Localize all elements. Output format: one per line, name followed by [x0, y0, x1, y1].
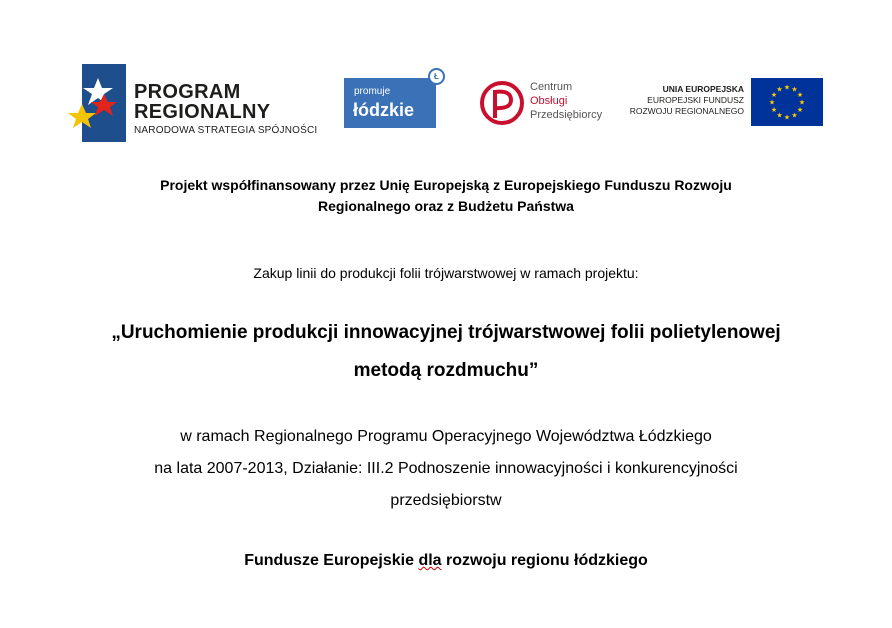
unia-europejska-text: UNIA EUROPEJSKA EUROPEJSKI FUNDUSZ ROZWOJU REGIONALNEGO — [629, 84, 744, 116]
eu-star-icon: ★ — [770, 107, 778, 114]
lodzkie-text: łódzkie — [353, 100, 415, 120]
promuje-lodzkie-box — [344, 78, 436, 128]
eu-star-icon: ★ — [796, 92, 804, 99]
eu-star-icon: ★ — [776, 112, 783, 120]
footer-slogan: Fundusze Europejskie dla rozwoju regionu łódzkiego — [244, 552, 648, 569]
logo-bar — [0, 0, 892, 150]
centrum-obslugi-logo — [478, 78, 608, 130]
program-regionalny-subtitle: NARODOWA STRATEGIA SPÓJNOŚCI — [134, 125, 318, 136]
eu-star-icon: ★ — [768, 99, 776, 107]
eu-flag-icon — [751, 78, 823, 126]
eu-star-icon: ★ — [770, 92, 778, 99]
eu-star-icon: ★ — [796, 107, 804, 114]
eu-star-icon: ★ — [791, 112, 798, 120]
program-regionalny-logo — [68, 64, 318, 144]
eu-star-icon: ★ — [783, 114, 791, 122]
eu-star-icon: ★ — [783, 84, 791, 92]
eu-star-icon: ★ — [776, 86, 783, 94]
program-description: w ramach Regionalnego Programu Operacyjnego Województwa Łódzkiego na lata 2007-2013, Działanie: III.2 Podnoszenie innowacyjności i konkurencyjności przedsiębiorstw — [154, 428, 738, 509]
promuje-text: promuje — [354, 86, 391, 97]
promuje-lodzkie-logo — [340, 68, 446, 130]
project-title: „Uruchomienie produkcji innowacyjnej trójwarstwowej folii polietylenowej metodą rozdmuchu” — [111, 322, 781, 381]
program-regionalny-title: PROGRAM REGIONALNY — [134, 81, 271, 123]
cofinancing-statement: Projekt współfinansowany przez Unię Europejską z Europejskiego Funduszu Rozwoju Regionalnego oraz z Budżetu Państwa — [160, 177, 732, 214]
purchase-intro: Zakup linii do produkcji folii trójwarstwowej w ramach projektu: — [253, 265, 639, 281]
spellcheck-marked-word: dla — [418, 552, 442, 569]
unia-europejska-logo — [628, 78, 828, 130]
centrum-obslugi-text: Centrum Obsługi Przedsiębiorcy — [530, 81, 603, 121]
lodzkie-badge-icon: Ł — [428, 68, 445, 85]
eu-star-icon: ★ — [791, 86, 798, 94]
centrum-obslugi-emblem-icon — [478, 78, 526, 128]
eu-star-icon: ★ — [798, 99, 806, 107]
program-regionalny-emblem-icon — [68, 64, 130, 144]
